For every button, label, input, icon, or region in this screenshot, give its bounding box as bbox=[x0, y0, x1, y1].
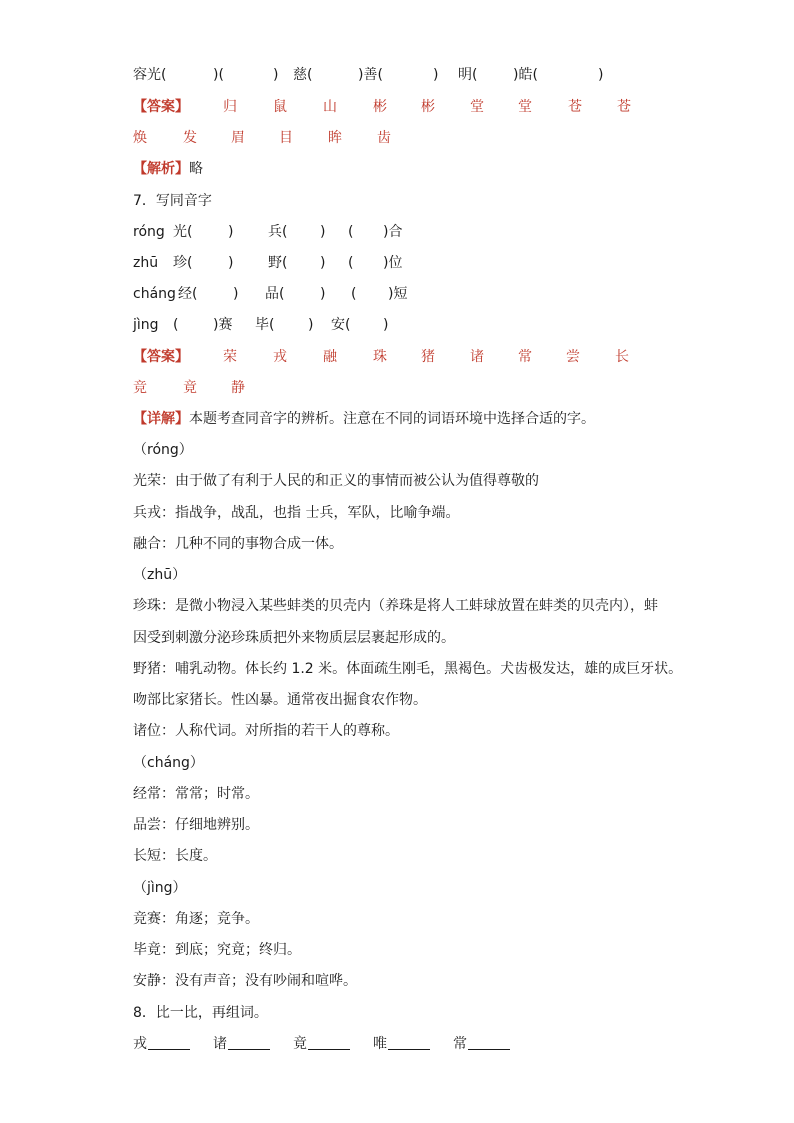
q8-char: 竟 bbox=[293, 1036, 307, 1052]
fill-cell: )皓( bbox=[513, 67, 538, 83]
detail-line: 长短：长度。 bbox=[133, 848, 217, 864]
analysis-text: 略 bbox=[189, 161, 203, 177]
answer-label: 【答案】 bbox=[133, 349, 189, 365]
detail-label: 【详解】 bbox=[133, 411, 189, 427]
answer-label: 【答案】 bbox=[133, 99, 189, 115]
answer-blank[interactable] bbox=[308, 1033, 350, 1050]
detail-line: 光荣：由于做了有利于人民的和正义的事情而被公认为值得尊敬的 bbox=[133, 473, 539, 489]
fill-cell: 明( bbox=[458, 67, 478, 83]
fill-cell: ) bbox=[433, 67, 439, 83]
word-slot bbox=[213, 1033, 270, 1055]
answer-char: 竟 bbox=[183, 380, 197, 396]
fill-cell: ( bbox=[173, 317, 179, 333]
q8-char: 常 bbox=[453, 1036, 467, 1052]
detail-line: 野猪：哺乳动物。体长约 1.2 米。体面疏生刚毛，黑褐色。犬齿极发达，雄的成巨牙状。 bbox=[133, 661, 683, 677]
answer-char: 诸 bbox=[470, 349, 484, 365]
detail-line: 安静：没有声音；没有吵闹和喧哗。 bbox=[133, 973, 357, 989]
answer-blank[interactable] bbox=[228, 1033, 270, 1050]
answer-blank[interactable] bbox=[468, 1033, 510, 1050]
detail-line: （róng） bbox=[133, 442, 193, 458]
answer-char: 焕 bbox=[133, 130, 147, 146]
answer-char: 彬 bbox=[373, 99, 387, 115]
detail-line: （jìng） bbox=[133, 880, 187, 896]
answer-blank[interactable] bbox=[148, 1033, 190, 1050]
fill-cell: ) bbox=[233, 286, 239, 302]
fill-cell: )( bbox=[213, 67, 224, 83]
fill-cell: 光( bbox=[173, 224, 193, 240]
word-slot bbox=[453, 1033, 510, 1055]
fill-cell: ) bbox=[273, 67, 279, 83]
pinyin-label: róng bbox=[133, 224, 165, 240]
word-slot bbox=[293, 1033, 350, 1055]
fill-cell: 容光( bbox=[133, 67, 167, 83]
question-7-title: 7．写同音字 bbox=[133, 193, 212, 209]
answer-char: 常 bbox=[518, 349, 532, 365]
fill-cell: ) bbox=[383, 317, 389, 333]
fill-cell: 毕( bbox=[255, 317, 275, 333]
fill-cell: )赛 bbox=[213, 317, 233, 333]
fill-cell: ) bbox=[228, 224, 234, 240]
answer-char: 融 bbox=[323, 349, 337, 365]
detail-line: 因受到刺激分泌珍珠质把外来物质层层裹起形成的。 bbox=[133, 630, 455, 646]
answer-char: 齿 bbox=[377, 130, 391, 146]
answer-char: 竞 bbox=[133, 380, 147, 396]
answer-char: 长 bbox=[615, 349, 629, 365]
fill-cell: )位 bbox=[383, 255, 403, 271]
fill-cell: )合 bbox=[383, 224, 403, 240]
detail-line: 毕竟：到底；究竟；终归。 bbox=[133, 942, 301, 958]
pinyin-label: jìng bbox=[133, 317, 159, 333]
fill-cell: ( bbox=[348, 224, 354, 240]
detail-line: 吻部比家猪长。性凶暴。通常夜出掘食农作物。 bbox=[133, 692, 427, 708]
answer-char: 荣 bbox=[223, 349, 237, 365]
pinyin-label: cháng bbox=[133, 286, 176, 302]
q8-char: 戎 bbox=[133, 1036, 147, 1052]
fill-cell: ) bbox=[320, 224, 326, 240]
answer-blank[interactable] bbox=[388, 1033, 430, 1050]
answer-char: 猪 bbox=[421, 349, 435, 365]
detail-row bbox=[133, 408, 595, 430]
answer-char: 尝 bbox=[566, 349, 580, 365]
word-slot bbox=[373, 1033, 430, 1055]
answer-char: 眉 bbox=[231, 130, 245, 146]
fill-cell: 经( bbox=[178, 286, 198, 302]
detail-line: 兵戎：指战争，战乱，也指 士兵，军队，比喻争端。 bbox=[133, 505, 460, 521]
answer-char: 发 bbox=[183, 130, 197, 146]
answer-char: 彬 bbox=[421, 99, 435, 115]
detail-line: 经常：常常；时常。 bbox=[133, 786, 259, 802]
answer-char: 戎 bbox=[273, 349, 287, 365]
fill-cell: ( bbox=[351, 286, 357, 302]
detail-line: 品尝：仔细地辨别。 bbox=[133, 817, 259, 833]
detail-line: 诸位：人称代词。对所指的若干人的尊称。 bbox=[133, 723, 399, 739]
fill-cell: 兵( bbox=[268, 224, 288, 240]
fill-cell: 安( bbox=[331, 317, 351, 333]
detail-line: 竞赛：角逐；竞争。 bbox=[133, 911, 259, 927]
answer-char: 苍 bbox=[617, 99, 631, 115]
fill-cell: 慈( bbox=[293, 67, 313, 83]
detail-line: 珍珠：是微小物浸入某些蚌类的贝壳内（养珠是将人工蚌球放置在蚌类的贝壳内），蚌 bbox=[133, 598, 658, 614]
q8-char: 诸 bbox=[213, 1036, 227, 1052]
answer-char: 鼠 bbox=[273, 99, 287, 115]
answer-char: 堂 bbox=[518, 99, 532, 115]
answer-char: 堂 bbox=[470, 99, 484, 115]
answer-char: 眸 bbox=[328, 130, 342, 146]
answer-char: 目 bbox=[279, 130, 293, 146]
fill-cell: ) bbox=[228, 255, 234, 271]
fill-cell: 野( bbox=[268, 255, 288, 271]
detail-line: （zhū） bbox=[133, 567, 187, 583]
question-8-title: 8．比一比，再组词。 bbox=[133, 1005, 268, 1021]
answer-char: 珠 bbox=[373, 349, 387, 365]
analysis-row bbox=[133, 158, 203, 180]
pinyin-label: zhū bbox=[133, 255, 159, 271]
detail-intro: 本题考查同音字的辨析。注意在不同的词语环境中选择合适的字。 bbox=[189, 411, 595, 427]
fill-cell: 品( bbox=[265, 286, 285, 302]
answer-char: 静 bbox=[231, 380, 245, 396]
fill-cell: ) bbox=[308, 317, 314, 333]
fill-cell: 珍( bbox=[173, 255, 193, 271]
detail-line: 融合：几种不同的事物合成一体。 bbox=[133, 536, 343, 552]
answer-char: 山 bbox=[323, 99, 337, 115]
fill-cell: ) bbox=[320, 286, 326, 302]
answer-char: 归 bbox=[223, 99, 237, 115]
word-slot bbox=[133, 1033, 190, 1055]
fill-cell: ) bbox=[598, 67, 604, 83]
detail-line: （cháng） bbox=[133, 755, 204, 771]
fill-cell: ( bbox=[348, 255, 354, 271]
fill-cell: )善( bbox=[358, 67, 383, 83]
q8-char: 唯 bbox=[373, 1036, 387, 1052]
fill-cell: ) bbox=[320, 255, 326, 271]
answer-char: 苍 bbox=[568, 99, 582, 115]
fill-cell: )短 bbox=[388, 286, 408, 302]
analysis-label: 【解析】 bbox=[133, 161, 189, 177]
